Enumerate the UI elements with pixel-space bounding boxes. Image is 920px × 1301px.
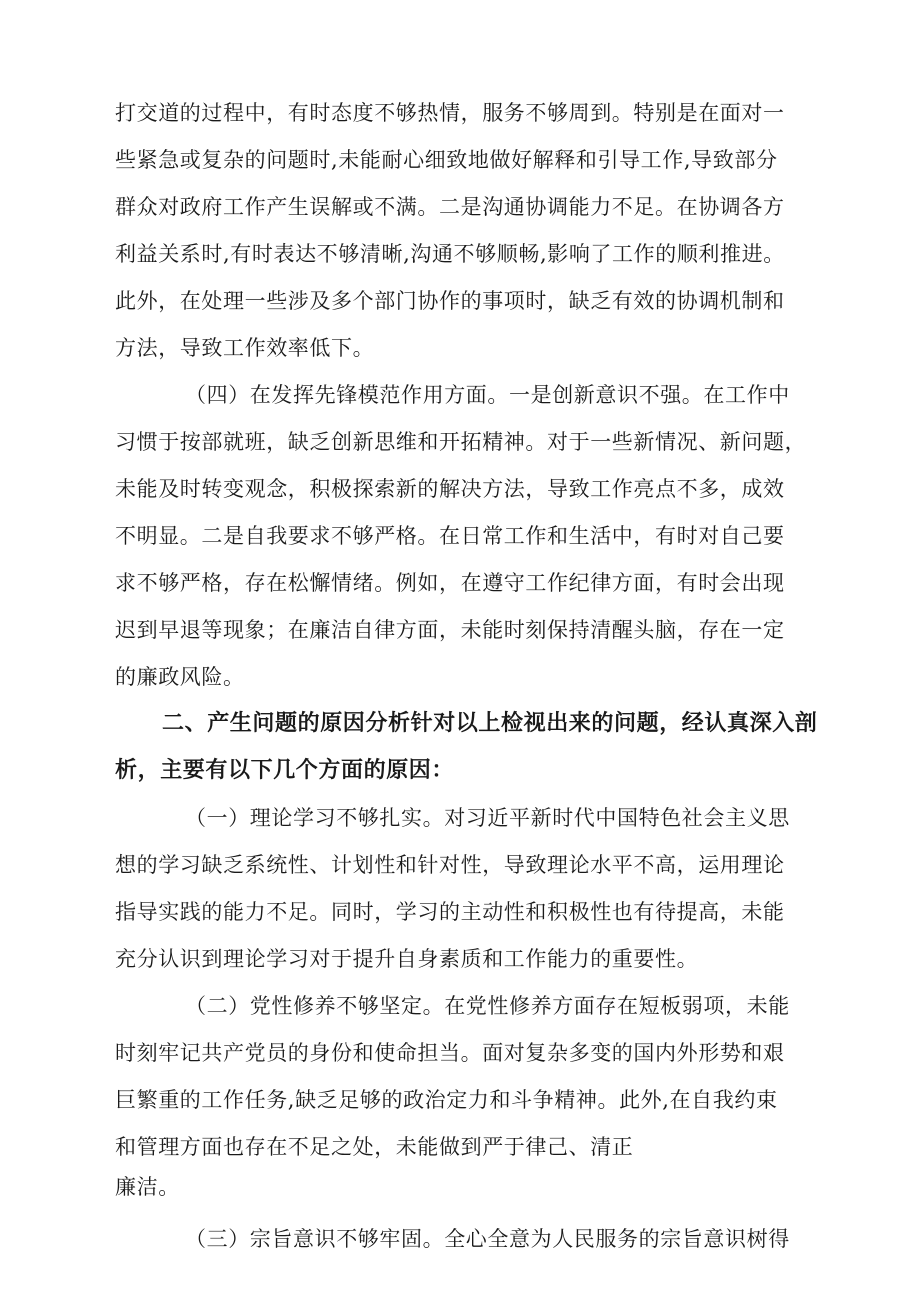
text-line: 求不够严格，存在松懈情绪。例如，在遵守工作纪律方面，有时会出现	[115, 571, 785, 595]
text-line: 打交道的过程中，有时态度不够热情，服务不够周到。特别是在面对一	[115, 101, 785, 125]
text-line: 此外，在处理一些涉及多个部门协作的事项时，缺乏有效的协调机制和	[115, 289, 785, 313]
text-line: 指导实践的能力不足。同时，学习的主动性和积极性也有待提高，未能	[115, 900, 785, 924]
text-line: 未能及时转变观念，积极探索新的解决方法，导致工作亮点不多，成效	[115, 477, 785, 501]
text-line: 些紧急或复杂的问题时,未能耐心细致地做好解释和引导工作,导致部分	[115, 148, 778, 172]
text-line: 习惯于按部就班，缺乏创新思维和开拓精神。对于一些新情况、新问题，	[115, 430, 807, 454]
text-line: 群众对政府工作产生误解或不满。二是沟通协调能力不足。在协调各方	[115, 195, 785, 219]
text-line: 廉洁。	[115, 1175, 180, 1199]
paragraph-first-line: （一）理论学习不够扎实。对习近平新时代中国特色社会主义思	[185, 806, 790, 830]
text-line: 迟到早退等现象；在廉洁自律方面，未能时刻保持清醒头脑，存在一定	[115, 618, 785, 642]
paragraph-first-line: （四）在发挥先锋模范作用方面。一是创新意识不强。在工作中	[185, 383, 790, 407]
section-heading: 二、产生问题的原因分析针对以上检视出来的问题，经认真深入剖	[162, 711, 818, 736]
text-line: 不明显。二是自我要求不够严格。在日常工作和生活中，有时对自己要	[115, 524, 785, 548]
paragraph-first-line: （三）宗旨意识不够牢固。全心全意为人民服务的宗旨意识树得	[185, 1227, 790, 1251]
text-line: 想的学习缺乏系统性、计划性和针对性，导致理论水平不高，运用理论	[115, 853, 785, 877]
paragraph-first-line: （二）党性修养不够坚定。在党性修养方面存在短板弱项，未能	[185, 994, 790, 1018]
text-line: 利益关系时,有时表达不够清晰,沟通不够顺畅,影响了工作的顺利推进。	[115, 242, 785, 266]
text-line: 巨繁重的工作任务,缺乏足够的政治定力和斗争精神。此外,在自我约束	[115, 1088, 778, 1112]
text-line: 时刻牢记共产党员的身份和使命担当。面对复杂多变的国内外形势和艰	[115, 1041, 785, 1065]
text-line: 和管理方面也存在不足之处，未能做到严于律己、清正	[115, 1135, 634, 1159]
section-heading-continued: 析，主要有以下几个方面的原因：	[115, 758, 455, 783]
text-line: 的廉政风险。	[115, 665, 245, 689]
text-line: 方法，导致工作效率低下。	[115, 336, 375, 360]
text-line: 充分认识到理论学习对于提升自身素质和工作能力的重要性。	[115, 947, 699, 971]
